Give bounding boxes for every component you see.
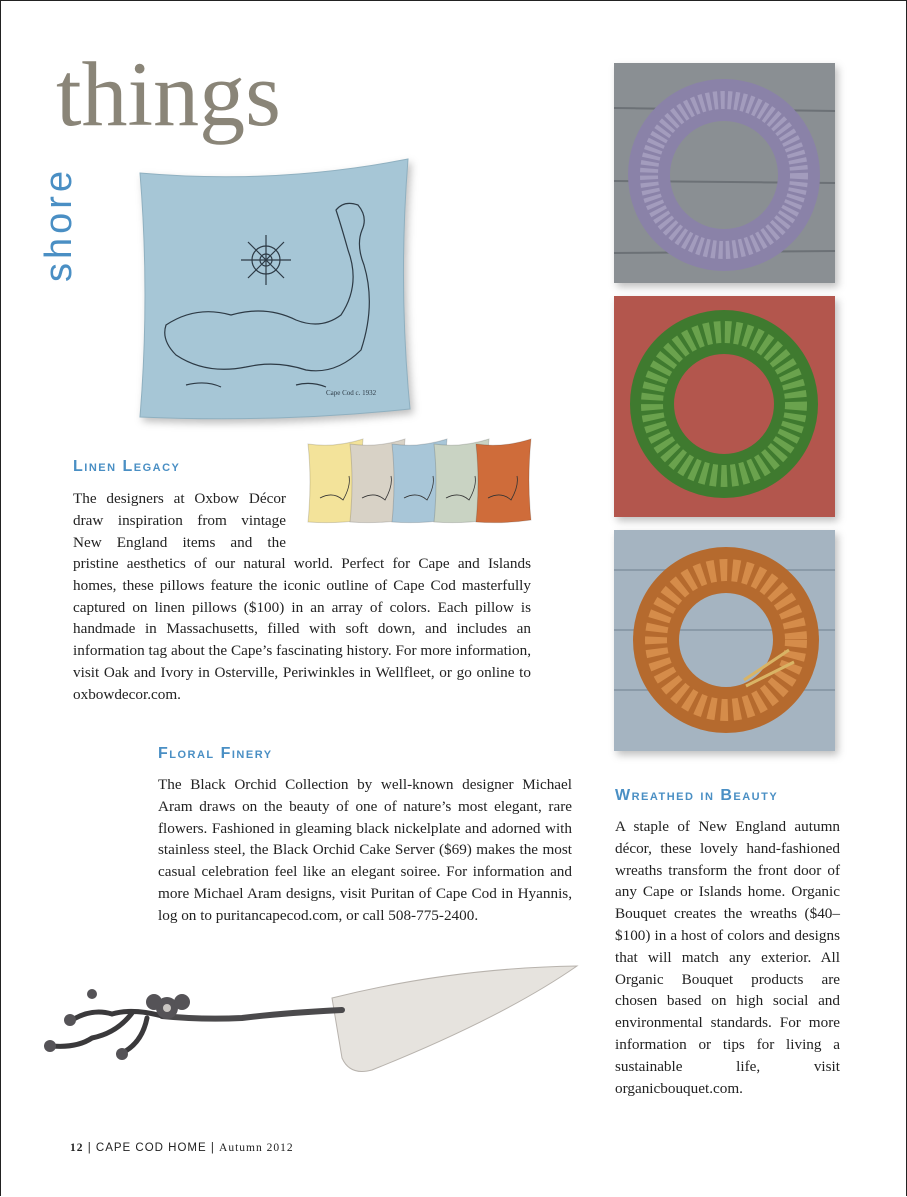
wreathed-in-beauty-heading: Wreathed in Beauty [615,787,779,804]
linen-legacy-intro [73,488,286,553]
page-footer [70,1142,294,1154]
pillow-caption: Cape Cod c. 1932 [326,389,377,397]
section-prefix: shore [38,166,80,282]
footer-separator: | [87,1142,96,1154]
bay-leaf-wreath-photo [614,296,835,517]
cake-server-image [32,958,582,1083]
linen-intro-line: New England items and the [73,533,286,551]
magazine-name: CAPE COD HOME [95,1142,207,1154]
section-title: things [56,43,281,145]
footer-separator: | [210,1142,220,1154]
linen-intro-line: The designers at Oxbow Décor [73,490,286,507]
linen-intro-line: draw inspiration from vintage [73,511,286,529]
colored-pillows-image [305,436,535,524]
linen-legacy-heading: Linen Legacy [73,458,181,475]
wreathed-in-beauty-text: A staple of New England autumn décor, these lovely hand-fashioned wreaths transform the front door of any Cape or Islands home. Organic Bouquet creates the wreaths ($40–$100) in a host of colors and designs that will match any exterior. All Organic Bouquet products are chosen based on high social and environmental standards. For more information or tips for living a sustainable life, visit organicbouquet.com. [615,818,840,1097]
linen-legacy-text: pristine aesthetics of our natural world. Perfect for Cape and Islands homes, these pillows feature the iconic outline of Cape Cod masterfully captured on linen pillows ($100) in an array of colors. Each pillow is handmade in Massachusetts, filled with soft down, and includes an information tag about the Cape’s fascinating history. For more information, visit Oak and Ivory in Osterville, Periwinkles in Wellfleet, or go online to oxbowdecor.com. [73,555,531,703]
lavender-wreath-photo [614,63,835,283]
issue-date: Autumn 2012 [219,1142,294,1154]
map-pillow-image [136,155,416,425]
page-number: 12 [70,1142,84,1154]
small-pillow [476,439,531,523]
autumn-leaf-wreath-photo [614,530,835,751]
floral-finery-heading: Floral Finery [158,745,273,762]
floral-finery-text: The Black Orchid Collection by well-known designer Michael Aram draws on the beauty of one of nature’s most elegant, rare flowers. Fashioned in gleaming black nickelplate and adorned with stainless steel, the Black Orchid Cake Server ($69) makes the most casual celebration feel like an elegant soiree. For information and more Michael Aram designs, visit Puritan of Cape Cod in Hyannis, log on to puritancapecod.com, or call 508-775-2400. [158,776,572,924]
